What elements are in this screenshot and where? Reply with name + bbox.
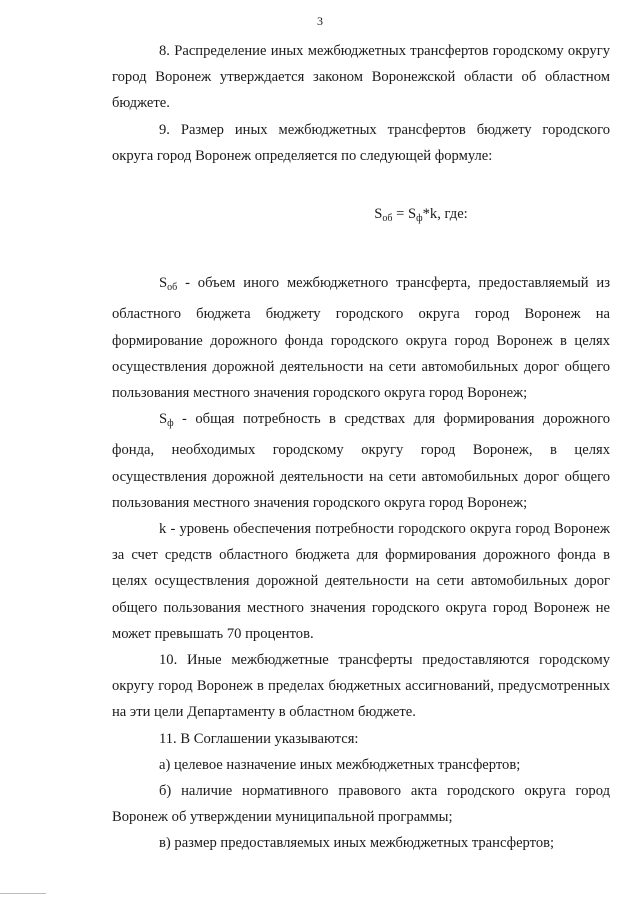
paragraph-9: 9. Размер иных межбюджетных трансфертов бюджету городского округа город Воронеж определяется по следующей формуле:	[112, 121, 610, 164]
formula-lhs-sub: об	[382, 213, 393, 225]
page-number: 3	[317, 14, 323, 28]
definition-sob-text: - объем иного межбюджетного трансферта, предоставляемый из областного бюджета бюджету городского округа город Воронеж на формирование дорожного фонда городского округа город Воронеж в целях осуществления дорожной деятельности на сети автомобильных дорог общего пользования местного значения городского округа город Воронеж;	[112, 275, 610, 402]
formula-rhs-sub: ф	[416, 213, 423, 225]
definition-k: k - уровень обеспечения потребности городского округа город Воронеж за счет средств областного бюджета для формирования дорожного фонда в целях осуществления дорожной деятельности на сети автомобильных дорог общего пользования местного значения городского округа город Воронеж не может превышать 70 процентов.	[112, 521, 610, 642]
formula	[232, 201, 610, 232]
definition-sob	[112, 270, 610, 406]
paragraph-8: 8. Распределение иных межбюджетных трансфертов городскому округу город Воронеж утверждается законом Воронежской области об областном бюджете.	[112, 43, 610, 112]
formula-tail: *k, где:	[422, 206, 468, 223]
paragraph-10: 10. Иные межбюджетные трансферты предоставляются городскому округу город Воронеж в пределах бюджетных ассигнований, предусмотренных на эти цели Департаменту в областном бюджете.	[112, 652, 610, 721]
definition-sob-symbol: S	[159, 275, 168, 292]
footer-divider	[0, 893, 46, 894]
formula-eq: = S	[392, 206, 417, 223]
formula-lhs: S	[374, 206, 383, 223]
definition-sf-symbol: S	[159, 411, 168, 428]
definition-sf	[112, 406, 610, 516]
list-item-b: б) наличие нормативного правового акта городского округа город Воронеж об утверждении муниципальной программы;	[112, 783, 610, 826]
list-item-v: в) размер предоставляемых иных межбюджетных трансфертов;	[159, 835, 555, 852]
definition-sob-sub: об	[167, 282, 178, 294]
definition-sf-sub: ф	[167, 418, 174, 430]
document-body	[112, 38, 610, 857]
paragraph-11: 11. В Соглашении указываются:	[159, 730, 359, 747]
list-item-a: а) целевое назначение иных межбюджетных трансфертов;	[159, 756, 521, 773]
definition-sf-text: - общая потребность в средствах для формирования дорожного фонда, необходимых городскому округу город Воронеж, в целях осуществления дорожной деятельности на сети автомобильных дорог общего пользования местного значения городского округа город Воронеж;	[112, 411, 610, 511]
